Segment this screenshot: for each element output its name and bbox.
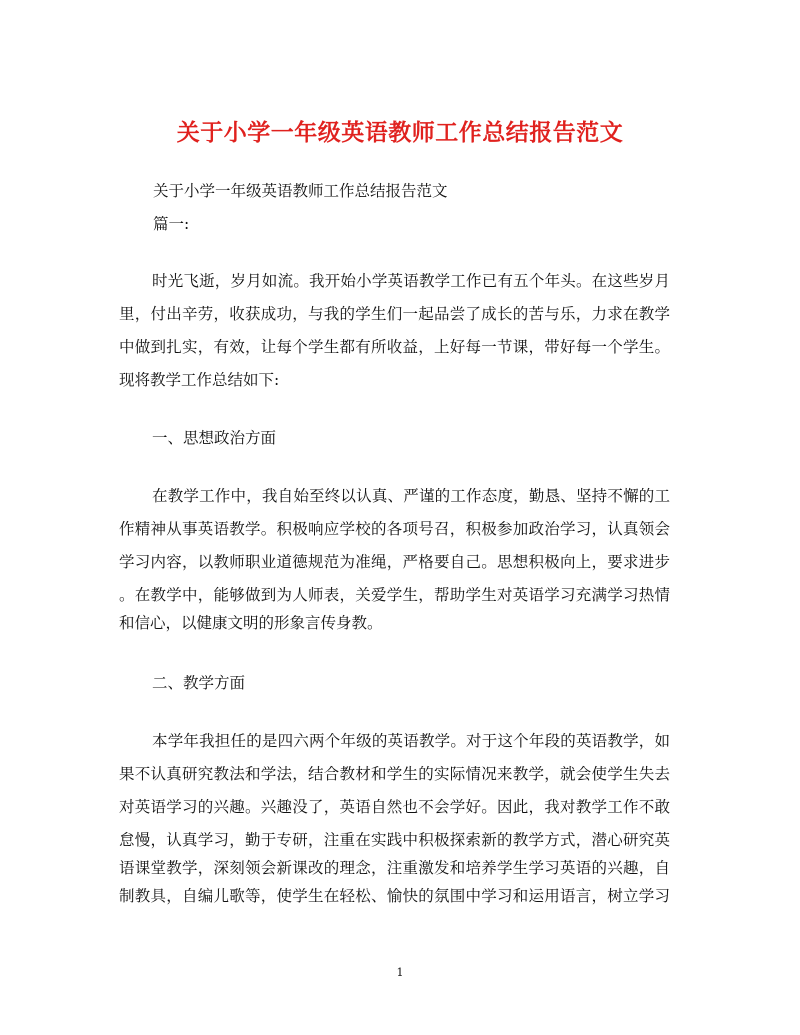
page-number: 1 xyxy=(396,966,404,979)
section1-line-1: 在教学工作中，我自始至终以认真、严谨的工作态度，勤恳、坚持不懈的工 xyxy=(152,487,670,505)
document-title: 关于小学一年级英语教师工作总结报告范文 xyxy=(176,119,624,146)
intro-line-2: 里，付出辛劳，收获成功，与我的学生们一起品尝了成长的苦与乐，力求在教学 xyxy=(119,305,670,323)
intro-line-4: 现将教学工作总结如下: xyxy=(119,371,280,389)
document-subtitle: 关于小学一年级英语教师工作总结报告范文 xyxy=(153,182,448,200)
section2-line-5: 语课堂教学，深刻领会新课改的理念，注重激发和培养学生学习英语的兴趣，自 xyxy=(119,859,670,877)
section1-line-3: 学习内容，以教师职业道德规范为准绳，严格要自己。思想积极向上，要求进步 xyxy=(119,553,670,571)
section2-heading: 二、教学方面 xyxy=(152,674,246,692)
section2-line-3: 对英语学习的兴趣。兴趣没了，英语自然也不会学好。因此，我对教学工作不敢 xyxy=(119,798,670,816)
section2-line-2: 果不认真研究教法和学法，结合教材和学生的实际情况来教学，就会使学生失去 xyxy=(119,765,670,783)
section1-heading: 一、思想政治方面 xyxy=(152,429,277,447)
section1-line-2: 作精神从事英语教学。积极响应学校的各项号召，积极参加政治学习，认真领会 xyxy=(119,520,670,538)
intro-line-1: 时光飞逝，岁月如流。我开始小学英语教学工作已有五个年头。在这些岁月 xyxy=(152,272,670,290)
section2-line-1: 本学年我担任的是四六两个年级的英语教学。对于这个年段的英语教学，如 xyxy=(152,732,670,750)
section1-line-5: 和信心，以健康文明的形象言传身教。 xyxy=(119,614,383,632)
section2-line-4: 怠慢，认真学习，勤于专研，注重在实践中积极探索新的教学方式，潜心研究英 xyxy=(119,831,670,849)
intro-line-3: 中做到扎实，有效，让每个学生都有所收益，上好每一节课，带好每一个学生。 xyxy=(119,338,670,356)
section1-line-4: 。在教学中，能够做到为人师表，关爱学生，帮助学生对英语学习充满学习热情 xyxy=(119,586,670,604)
section2-line-6: 制教具，自编儿歌等，使学生在轻松、愉快的氛围中学习和运用语言，树立学习 xyxy=(119,887,670,905)
part-label: 篇一: xyxy=(153,215,190,233)
